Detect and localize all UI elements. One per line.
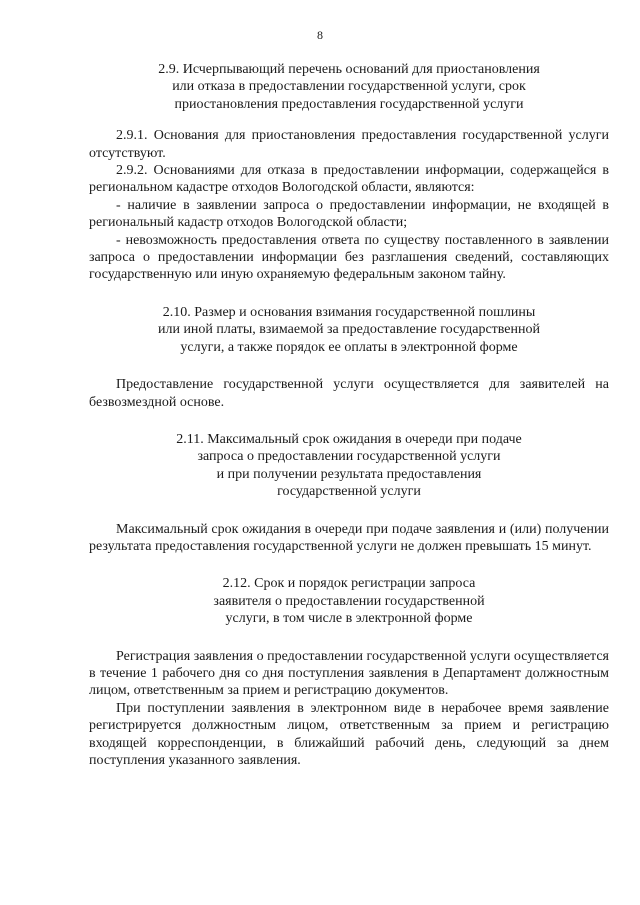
page-content <box>89 61 609 769</box>
heading-line: и при получении результата предоставления <box>216 466 482 482</box>
section-2-9-heading <box>89 61 609 113</box>
paragraph-2-12-electronic: При поступлении заявления в электронном виде в нерабочее время заявление регистрируется должностным лицом, ответственным за прием и регистрацию входящей корреспонденции, в ближайший рабочий день, следующий за днем поступления указанного заявления. <box>89 700 609 768</box>
heading-line: государственной услуги <box>277 484 421 500</box>
heading-line: услуги, а также порядок ее оплаты в электронной форме <box>180 339 518 355</box>
paragraph-2-9-1: 2.9.1. Основания для приостановления предоставления государственной услуги отсутствуют. <box>89 128 609 161</box>
page-number: 8 <box>317 28 323 42</box>
heading-line: услуги, в том числе в электронной форме <box>225 611 473 627</box>
paragraph-2-12-registration: Регистрация заявления о предоставлении государственной услуги осуществляется в течение 1 рабочего дня со дня поступления заявления в Департамент должностным лицом, ответственным за прием и регистрацию документов. <box>89 648 609 699</box>
heading-line: 2.12. Срок и порядок регистрации запроса <box>222 576 476 592</box>
paragraph-2-9-2: 2.9.2. Основаниями для отказа в предоставлении информации, содержащейся в региональном кадастре отходов Вологодской области, являются: <box>89 163 609 196</box>
heading-line: 2.10. Размер и основания взимания государственной пошлины <box>162 304 536 320</box>
section-2-11-heading <box>89 431 609 501</box>
heading-line: или отказа в предоставлении государственной услуги, срок <box>172 79 526 95</box>
heading-line: 2.9. Исчерпывающий перечень оснований для приостановления <box>158 62 540 77</box>
paragraph-2-10: Предоставление государственной услуги осуществляется для заявителей на безвозмездной основе. <box>89 377 609 410</box>
list-item-secret-information: - невозможность предоставления ответа по существу поставленного в заявлении запроса о предоставлении информации без разглашения сведений, составляющих государственную или иную охраняемую федеральным законом тайну. <box>89 232 609 283</box>
list-item-not-in-cadastre: - наличие в заявлении запроса о предоставлении информации, не входящей в региональный кадастр отходов Вологодской области; <box>89 197 609 231</box>
section-2-10-heading <box>89 304 609 356</box>
heading-line: или иной платы, взимаемой за предоставление государственной <box>157 322 541 338</box>
heading-line: запроса о предоставлении государственной услуги <box>197 449 501 465</box>
section-2-12-heading <box>89 575 609 627</box>
heading-line: приостановления предоставления государственной услуги <box>174 96 524 112</box>
paragraph-2-11: Максимальный срок ожидания в очереди при подаче заявления и (или) получении результата предоставления государственной услуги не должен превышать 15 минут. <box>89 521 609 554</box>
heading-line: заявителя о предоставлении государственной <box>213 593 485 609</box>
heading-line: 2.11. Максимальный срок ожидания в очереди при подаче <box>176 431 522 447</box>
